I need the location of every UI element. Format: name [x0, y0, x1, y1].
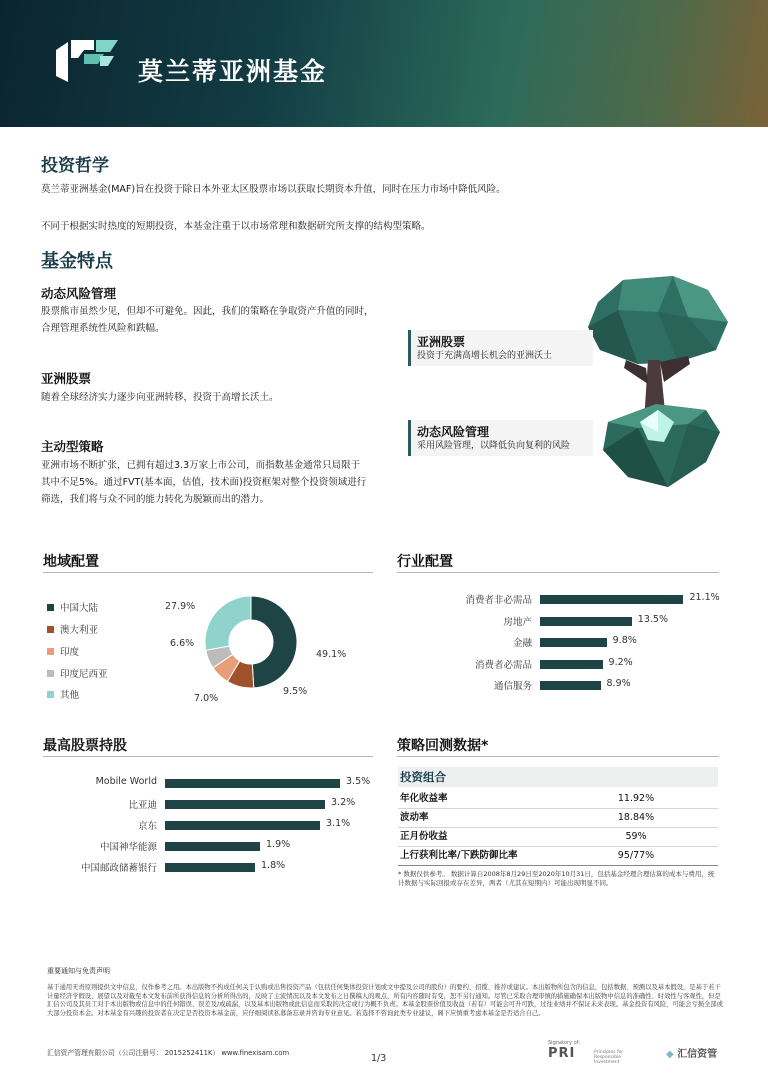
- bar-category-label: 金融: [512, 638, 532, 649]
- pie-label-india: 7.0%: [194, 693, 219, 704]
- bar-value-label: 3.5%: [346, 776, 371, 787]
- bar-mark: [540, 638, 607, 647]
- backtest-title: 策略回测数据*: [397, 738, 489, 754]
- feature-desc-risk: 股票熊市虽然少见，但却不可避免。因此，我们的策略在争取资产升值的同时， 合理管理系统性风险和跌幅。: [41, 306, 374, 334]
- bar-category-label: 消费者非必需品: [465, 595, 532, 606]
- bar-mark: [540, 617, 632, 626]
- philosophy-paragraph-1: 莫兰蒂亚洲基金(MAF)旨在投资于除日本外亚太区股票市场以获取长期资本升值，同时在压力市场中降低风险。: [41, 184, 506, 195]
- feature-desc-asia: 随着全球经济实力逐步向亚洲转移，投资于高增长沃土。: [41, 392, 279, 403]
- bar-category-label: 京东: [137, 821, 157, 832]
- bar-mark: [165, 800, 325, 809]
- callout-asia: 亚洲股票 投资于充满高增长机会的亚洲沃土: [408, 330, 593, 366]
- bar-value-label: 1.8%: [261, 860, 286, 871]
- bar-category-label: Mobile World: [95, 776, 157, 787]
- holdings-title: 最高股票持股: [43, 738, 127, 754]
- bar-value-label: 21.1%: [689, 592, 720, 603]
- pri-logo: Signatory of: PRI Principles for Responsible Investment: [548, 1040, 624, 1065]
- philosophy-paragraph-2: 不同于根据实时热度的短期投资，本基金注重于以市场常理和数据研究所支撑的结构型策略。: [41, 221, 431, 232]
- disclaimer-text: 基于通用无责原则提供文中信息，仅作参考之用。本出版物不构成任何关于认购或出售投资产品（包括任何集体投资计划或文中提及公司的股份）的要约、招揽、推荐或建议。本出版物所包含的信息，包括数据、预测以及基本假设，是基于若干计量经济学假设、展望以及对截至本文发布前所获得信息的分析所得出的，反映了主流情况以及本文发布之日撰稿人的观点，所有内容随时有变，恕不另行通知。尽管已采取合理审慎的措施确保本出版物中信息的准确性、时效性与客观性，但是汇信公司及其员工对于本出版物或信息中的任何错误、误差及/或疏漏，以及基本出版物或此信息而采取的决定或行为概不负责。本基金股票价值及收益（若有）可能会可升可跌，过往业绩并不保证未来表现。基金投资有风险，可能会亏损全部或大部分投资本金。对本基金有兴趣的投资者在决定是否投资本基金前，应仔细阅读私募备忘录并咨询专业意见。若选择不咨询此类专业建议，阁下应慎重考虑本基金是否适合自己。: [47, 984, 723, 1017]
- pie-label-other: 27.9%: [165, 601, 196, 612]
- pie-slice-0: [251, 596, 297, 688]
- backtest-footnote: * 数据仅供参考。 数据计算自2008年8月29日至2020年10月31日，包括基金经理合理估算的成本与费用，统计数据与实际回报或存在差异，两者（尤其在短期内）可能出现明显不同。: [398, 870, 715, 887]
- bar-mark: [540, 660, 603, 669]
- disclaimer-title: 重要通知与免责声明: [47, 967, 110, 975]
- table-row: 正月份收益 59%: [398, 827, 718, 847]
- portfolio-table-header: 投资组合: [398, 767, 718, 787]
- bar-mark: [165, 821, 320, 830]
- bar-mark: [165, 842, 260, 851]
- legend-china: 中国大陆: [47, 602, 98, 616]
- legend-indonesia: 印度尼西亚: [47, 668, 108, 682]
- finexis-logo-icon: ◆: [666, 1049, 674, 1060]
- philosophy-title: 投资哲学: [41, 156, 109, 176]
- bar-mark: [540, 595, 683, 604]
- industry-title: 行业配置: [397, 554, 453, 570]
- bar-category-label: 消费者必需品: [474, 659, 532, 671]
- pie-label-australia: 9.5%: [283, 686, 308, 697]
- bar-value-label: 3.2%: [331, 797, 356, 808]
- holdings-divider: [43, 756, 373, 757]
- brand-title: 莫兰蒂亚洲基金: [138, 57, 328, 86]
- company-footer: 汇信资产管理有限公司（公司注册号： 2015252411K） www.finexisam.com: [47, 1049, 290, 1057]
- pie-slice-4: [205, 596, 251, 650]
- callout-risk: 动态风险管理 采用风险管理，以降低负向复利的风险: [408, 420, 593, 456]
- legend-other: 其他: [47, 689, 79, 703]
- header-banner: [0, 0, 768, 127]
- bar-value-label: 9.2%: [608, 656, 633, 668]
- bar-value-label: 3.1%: [326, 818, 351, 829]
- bar-category-label: 房地产: [503, 616, 532, 628]
- fund-logo-icon: [54, 36, 120, 88]
- bar-value-label: 8.9%: [606, 678, 631, 689]
- region-donut-chart: [203, 594, 299, 690]
- feature-desc-active: 亚洲市场不断扩张，已拥有超过3.3万家上市公司，而指数基金通常只局限于 其中不足5%。通过FVT(基本面，估值，技术面)投资框架对整个投资领域进行 筛选，我们将与众不同的能力转化为脱颖而出的潜力。: [41, 460, 367, 505]
- bar-mark: [165, 779, 340, 788]
- page-number: 1/3: [371, 1053, 387, 1064]
- region-divider: [43, 572, 373, 573]
- bar-category-label: 中国神华能源: [99, 842, 157, 853]
- feature-title-active: 主动型策略: [41, 439, 104, 454]
- region-title: 地域配置: [43, 554, 99, 570]
- bar-category-label: 比亚迪: [128, 800, 157, 811]
- legend-india: 印度: [47, 646, 79, 660]
- bar-mark: [165, 863, 255, 872]
- backtest-divider: [397, 756, 719, 757]
- table-row: 上行获利比率/下跌防御比率 95/77%: [398, 846, 718, 866]
- tree-island-illustration: [578, 272, 738, 497]
- bar-category-label: 中国邮政储蓄银行: [80, 863, 157, 874]
- pie-label-china: 49.1%: [316, 649, 347, 660]
- pie-label-indonesia: 6.6%: [170, 638, 195, 649]
- bar-value-label: 13.5%: [637, 613, 668, 625]
- finexis-logo: ◆ 汇信资管: [666, 1049, 718, 1060]
- feature-title-asia: 亚洲股票: [41, 371, 92, 386]
- table-row: 波动率 18.84%: [398, 808, 718, 828]
- bar-mark: [540, 681, 601, 690]
- bar-category-label: 通信服务: [493, 681, 532, 692]
- industry-divider: [397, 572, 719, 573]
- feature-title-risk: 动态风险管理: [41, 286, 117, 301]
- features-title: 基金特点: [41, 251, 113, 272]
- table-row: 年化收益率 11.92%: [398, 789, 718, 809]
- bar-value-label: 1.9%: [266, 839, 291, 850]
- bar-value-label: 9.8%: [612, 635, 637, 646]
- legend-australia: 澳大利亚: [47, 624, 98, 638]
